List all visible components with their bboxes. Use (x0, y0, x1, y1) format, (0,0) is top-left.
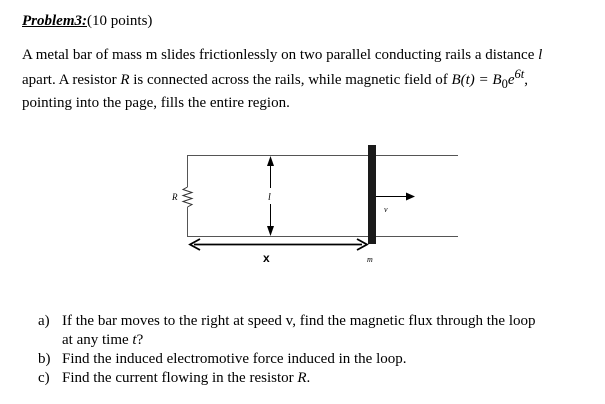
question-list (38, 312, 594, 388)
spacing-arrow-head-down (267, 226, 274, 236)
spacing-label: l (268, 192, 271, 203)
resistor-variable: R (120, 72, 130, 88)
question-label: a) (38, 313, 50, 329)
metal-bar (368, 145, 376, 244)
statement-line-3: pointing into the page, fills the entire region. (22, 95, 290, 111)
field-subscript: 0 (501, 77, 508, 91)
velocity-arrow-head (406, 193, 415, 201)
question-c (38, 369, 594, 388)
statement-line-1: A metal bar of mass m slides frictionlessly on two parallel conducting rails a distance l (22, 47, 543, 63)
mass-label: m (367, 255, 373, 264)
question-b (38, 350, 594, 369)
time-variable: t (132, 332, 137, 348)
question-text: If the bar moves to the right at speed v, find the magnetic flux through the loop at any time t? (62, 313, 536, 348)
question-a (38, 312, 594, 350)
question-label: c) (38, 370, 50, 386)
statement-line-2: apart. A resistor R is connected across the rails, while magnetic field of $B(t) = B_0e^{6t}$, (22, 67, 528, 91)
field-exponential: e (507, 72, 515, 88)
problem-title: Problem3: (22, 13, 87, 29)
question-label: b) (38, 351, 51, 367)
position-label: x (263, 251, 270, 265)
field-exponent: 6t (514, 67, 525, 81)
field-formula: B(t) = B (451, 72, 502, 88)
velocity-label: v (384, 205, 388, 214)
resistor-label: R (172, 192, 178, 202)
resistor-variable: R (297, 370, 307, 386)
resistor-symbol (183, 187, 192, 207)
question-text: Find the current flowing in the resistor R. (62, 370, 311, 386)
spacing-variable: l (538, 47, 543, 63)
question-text: Find the induced electromotive force induced in the loop. (62, 351, 407, 367)
problem-points: (10 points) (87, 13, 153, 29)
spacing-arrow-head-up (267, 156, 274, 166)
